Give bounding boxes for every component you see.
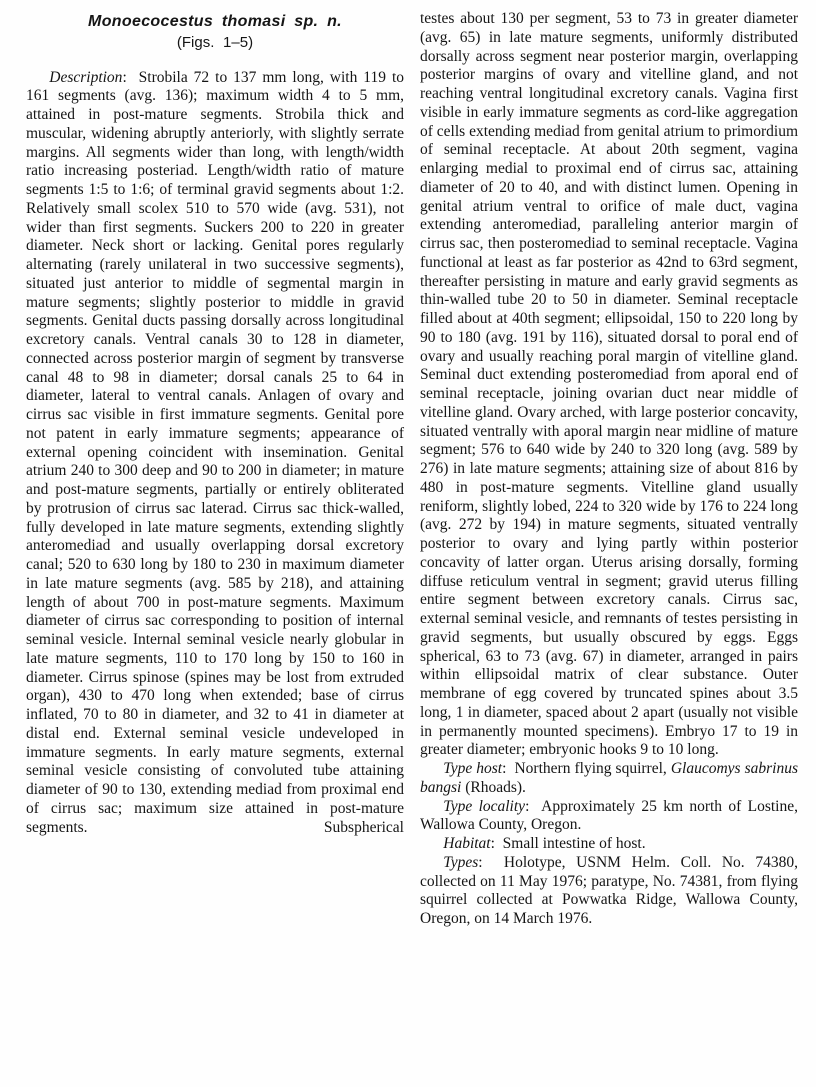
left-column <box>26 10 404 1081</box>
type-host-species: Glaucomys sabrinus bangsi <box>420 760 798 796</box>
article-title <box>26 12 404 31</box>
habitat-text: : Small intestine of host. <box>490 835 646 852</box>
type-host-pre-text: : Northern flying squirrel, <box>502 760 671 777</box>
type-host-paragraph <box>420 760 798 798</box>
type-locality-paragraph <box>420 798 798 836</box>
description-text: : Strobila 72 to 137 mm long, with 119 to 161 segments (avg. 136); maximum width 4 to 5 mm, attained in post-mature segments. Strobila thick and muscular, widening abruptly anteriorly, with slightly serrate margins. All segments wider than long, with length/width ratio increasing posteriad. Length/width ratio of mature segments 1:5 to 1:6; of terminal gravid segments about 1:2. Relatively small scolex 510 to 570 wide (avg. 531), not wider than first segments. Suckers 200 to 220 in greater diameter. Neck short or lacking. Genital pores regularly alternating (rarely unilateral in two successive segments), situated just anterior to middle of segmental margin in mature segments; slightly posterior to middle in gravid segments. Genital ducts passing dorsally across longitudinal excretory canals. Ventral canals 30 to 128 in diameter, connected across posterior margin of segment by transverse canal 48 to 98 in diameter; dorsal canals 25 to 64 in diameter, lateral to ventral canals. Anlagen of ovary and cirrus sac visible in first immature segments. Genital pore not patent in early immature segments; appearance of external opening coincident with insemination. Genital atrium 240 to 300 deep and 90 to 200 in diameter; in mature and post-mature segments, partially or entirely obliterated by protrusion of cirrus sac laterad. Cirrus sac thick-walled, fully developed in late mature segments, extending slightly anteromediad and usually overlapping dorsal excretory canal; 520 to 630 long by 180 to 230 in maximum diameter in late mature segments (avg. 585 by 218), and attaining length of about 700 in post-mature segments. Maximum diameter of cirrus sac corresponding to position of internal seminal vesicle. Internal seminal vesicle nearly globular in late mature segments, 110 to 170 long by 150 to 160 in diameter. Cirrus spinose (spines may be lost from extruded organ), 430 to 470 long when extended; base of cirrus inflated, 70 to 80 in diameter, and 32 to 41 in diameter at distal end. External seminal vesicle undeveloped in immature segments. In early mature segments, external seminal vesicle consisting of convoluted tube attaining diameter of 90 to 130, extending mediad from proximal end of cirrus sac; maximum size attained in post-mature segments. Subspherical <box>26 68 404 836</box>
habitat-paragraph <box>420 835 798 854</box>
right-column <box>420 10 798 1081</box>
species-suffix: sp. n. <box>285 13 342 30</box>
continuation-text: testes about 130 per segment, 53 to 73 in greater diameter (avg. 65) in late mature segments, uniformly distributed dorsally across segment near posterior margin, overlapping posterior margins of ovary and vitelline gland, and not reaching ventral longitudinal excretory canals. Vagina first visible in early immature segments as cord-like aggregation of cells extending mediad from genital atrium to primordium of seminal receptacle. At about 20th segment, vagina enlarging medial to proximal end of cirrus sac, attaining diameter of 20 to 40, and with distinct lumen. Opening in genital atrium ventral to orifice of male duct, vagina extending anteromediad, paralleling anterior margin of cirrus sac, then posteromediad to seminal receptacle. Vagina functional at least as far posterior as 42nd to 63rd segment, thereafter persisting in mature and early gravid segments as thin-walled tube 20 to 50 in diameter. Seminal receptacle filled about at 40th segment; ellipsoidal, 150 to 220 long by 90 to 180 (avg. 191 by 116), situated dorsal to poral end of ovary and usually reaching poral margin of vitelline gland. Seminal duct extending posteromediad from aporal end of seminal receptacle, joining ovarian duct near middle of vitelline gland. Ovary arched, with large posterior concavity, situated ventrally with aporal margin near midline of mature segment; 576 to 640 wide by 240 to 320 long (avg. 589 by 276) in late mature segments; attaining size of about 816 by 480 in post-mature segments. Vitelline gland usually reniform, slightly lobed, 224 to 320 wide by 176 to 224 long (avg. 272 by 194) in mature segments, situated ventrally posterior to ovary and lying partly within posterior concavity of latter organ. Uterus arising dorsally, forming diffuse reticulum ventral in segment; gravid uterus filling entire segment between excretory canals. Cirrus sac, external seminal vesicle, and remnants of testes persisting in gravid segments, but usually obscured by eggs. Eggs spherical, 63 to 73 (avg. 67) in diameter, arranged in pairs within ellipsoidal matrix of clear substance. Outer membrane of egg covered by truncated spines about 3.5 long, 1 in diameter, spaced about 2 apart (usually not visible in permanently mounted specimens). Embryo 17 to 19 in greater diameter; embryonic hooks 9 to 10 long. <box>420 10 798 759</box>
types-paragraph <box>420 854 798 929</box>
description-paragraph <box>26 69 404 838</box>
type-host-post-text: (Rhoads). <box>461 778 526 796</box>
habitat-label: Habitat <box>443 835 491 852</box>
types-text: : Holotype, USNM Helm. Coll. No. 74380, collected on 11 May 1976; paratype, No. 74381, from flying squirrel collected at Powwatka Ridge, Wallowa County, Oregon, on 14 March 1976. <box>420 853 798 927</box>
continuation-paragraph <box>420 10 798 760</box>
types-label: Types <box>443 853 479 871</box>
type-locality-label: Type locality <box>443 797 526 815</box>
description-label: Description <box>49 68 123 86</box>
species-name: Monoecocestus thomasi <box>88 13 286 30</box>
type-host-label: Type host <box>443 760 503 777</box>
figs-caption: (Figs. 1–5) <box>176 34 254 52</box>
type-locality-text: : Approximately 25 km north of Lostine, Wallowa County, Oregon. <box>420 797 798 834</box>
